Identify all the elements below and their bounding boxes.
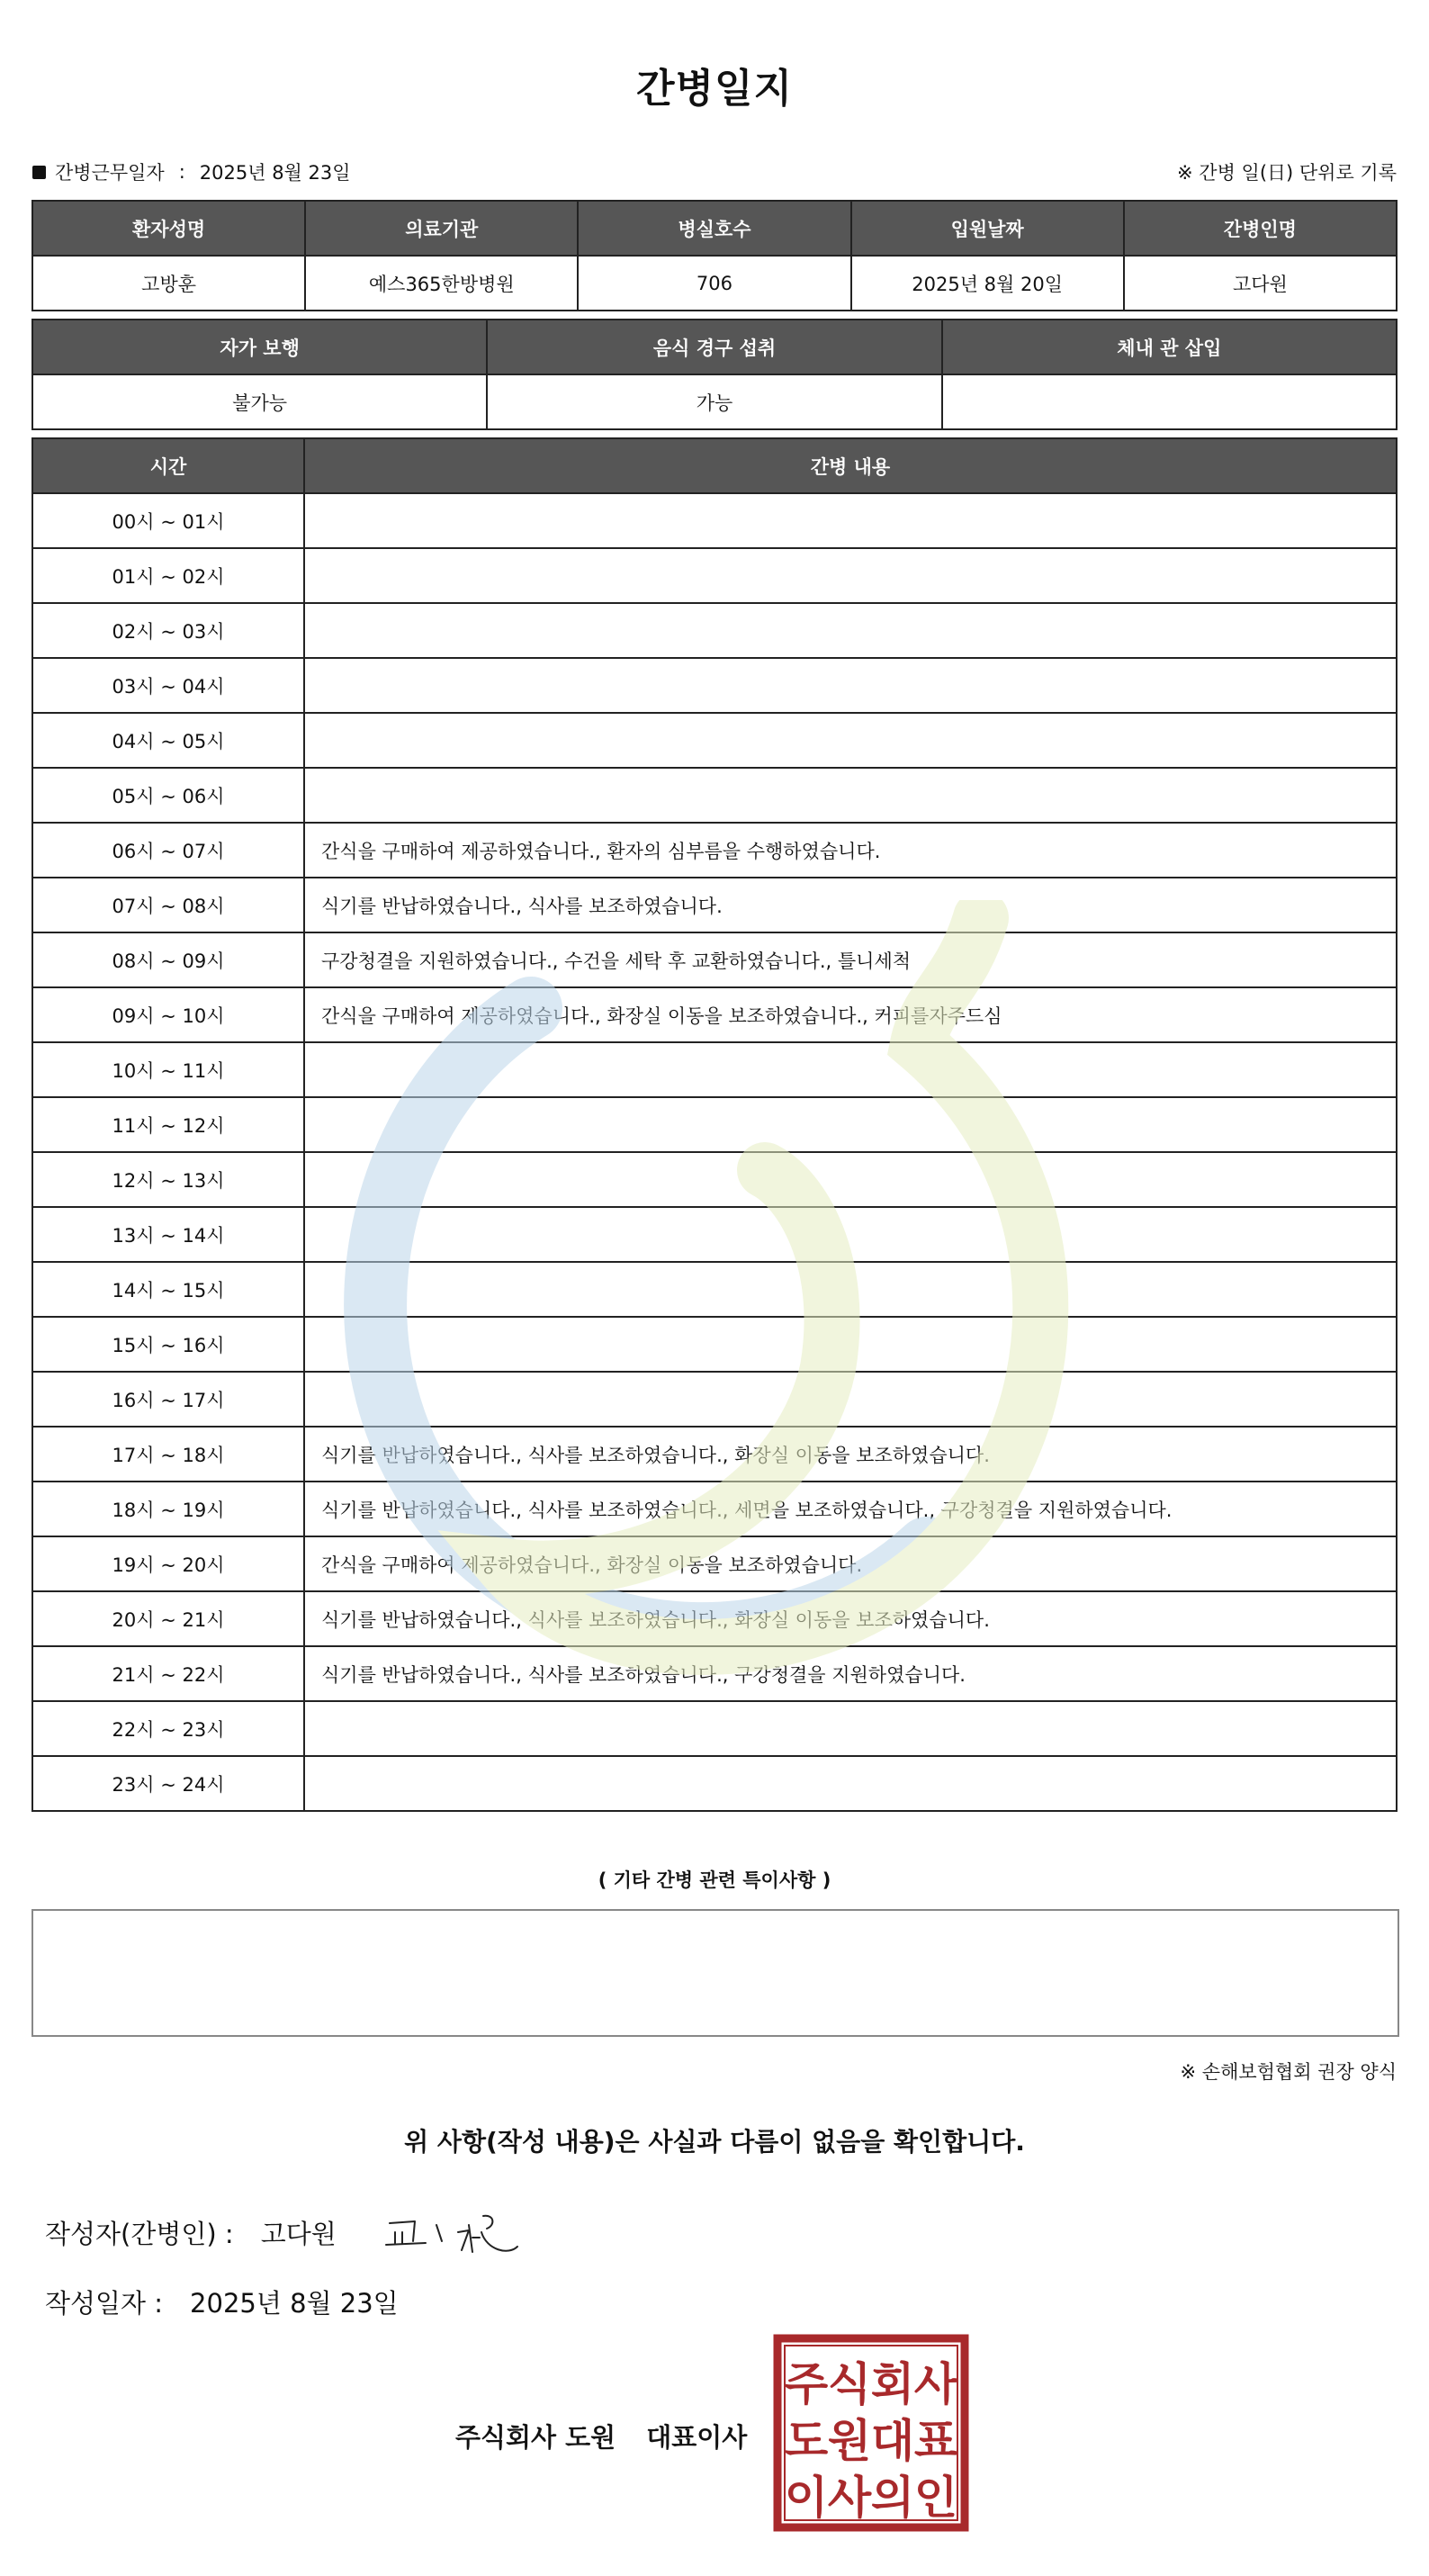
care-log-table [31, 437, 1398, 1812]
care-log-content: 식기를 반납하였습니다., 식사를 보조하였습니다., 세면을 보조하였습니다., 구강청결을 지원하였습니다. [304, 1482, 1397, 1536]
remarks-box [31, 1909, 1399, 2037]
care-log-content [304, 1152, 1397, 1207]
care-log-time: 23시 ~ 24시 [32, 1756, 304, 1811]
header-care-content: 간병 내용 [304, 438, 1397, 493]
written-date-line [45, 2283, 399, 2320]
care-log-content: 식기를 반납하였습니다., 식사를 보조하였습니다., 화장실 이동을 보조하였습니다. [304, 1427, 1397, 1482]
care-log-time: 20시 ~ 21시 [32, 1591, 304, 1646]
care-log-content: 식기를 반납하였습니다., 식사를 보조하였습니다., 구강청결을 지원하였습니다. [304, 1646, 1397, 1701]
written-date-value: 2025년 8월 23일 [190, 2288, 399, 2319]
svg-text:주: 주 [784, 2358, 829, 2410]
care-log-row [32, 603, 1397, 658]
header-caregiver-name: 간병인명 [1124, 201, 1397, 256]
care-log-time: 06시 ~ 07시 [32, 823, 304, 878]
care-log-time: 09시 ~ 10시 [32, 987, 304, 1042]
written-date-label: 작성일자 : [45, 2288, 164, 2319]
header-hospital: 의료기관 [305, 201, 578, 256]
care-log-time: 02시 ~ 03시 [32, 603, 304, 658]
care-log-time: 21시 ~ 22시 [32, 1646, 304, 1701]
oral-intake-value: 가능 [487, 374, 941, 429]
header-admission-date: 입원날짜 [851, 201, 1124, 256]
care-log-row [32, 1591, 1397, 1646]
care-log-content [304, 768, 1397, 823]
remarks-title: ( 기타 간병 관련 특이사항 ) [598, 1869, 831, 1891]
care-log-content [304, 1097, 1397, 1152]
self-walking-value: 불가능 [32, 374, 487, 429]
care-log-content: 구강청결을 지원하였습니다., 수건을 세탁 후 교환하였습니다., 틀니세척 [304, 932, 1397, 987]
care-log-row [32, 1536, 1397, 1591]
company-name: 주식회사 도원 [455, 2422, 616, 2453]
confirmation-statement: 위 사항(작성 내용)은 사실과 다름이 없음을 확인합니다. [404, 2127, 1025, 2157]
document-title: 간병일지 [635, 66, 793, 112]
room-number: 706 [578, 256, 850, 311]
care-log-time: 00시 ~ 01시 [32, 493, 304, 548]
patient-info-header-row [32, 201, 1397, 256]
care-log-row [32, 932, 1397, 987]
care-log-body [32, 493, 1397, 1811]
patient-name: 고방훈 [32, 256, 305, 311]
care-log-row [32, 987, 1397, 1042]
patient-status-header-row [32, 320, 1397, 374]
writer-line [45, 2214, 337, 2251]
patient-info-table [31, 200, 1398, 311]
square-bullet-icon [32, 166, 46, 179]
care-log-row [32, 658, 1397, 713]
care-log-time: 14시 ~ 15시 [32, 1262, 304, 1317]
care-log-row [32, 548, 1397, 603]
header-self-walking: 자가 보행 [32, 320, 487, 374]
care-log-content [304, 713, 1397, 768]
care-log-row [32, 878, 1397, 932]
svg-text:대: 대 [870, 2415, 915, 2467]
care-log-content [304, 548, 1397, 603]
care-log-row [32, 1482, 1397, 1536]
care-log-time: 10시 ~ 11시 [32, 1042, 304, 1097]
tube-insertion-value [942, 374, 1397, 429]
work-date-label: 간병근무일자 [55, 162, 165, 184]
care-log-row [32, 1701, 1397, 1756]
header-tube-insertion: 체내 관 삽입 [942, 320, 1397, 374]
admission-date: 2025년 8월 20일 [851, 256, 1124, 311]
svg-text:의: 의 [870, 2472, 915, 2524]
care-log-content [304, 1701, 1397, 1756]
care-log-content [304, 1262, 1397, 1317]
care-log-row [32, 1756, 1397, 1811]
care-log-time: 15시 ~ 16시 [32, 1317, 304, 1372]
care-log-time: 11시 ~ 12시 [32, 1097, 304, 1152]
care-log-content: 간식을 구매하여 제공하였습니다., 환자의 심부름을 수행하였습니다. [304, 823, 1397, 878]
svg-text:표: 표 [913, 2415, 958, 2467]
handwritten-signature [382, 2205, 526, 2268]
care-log-content [304, 658, 1397, 713]
patient-status-value-row [32, 374, 1397, 429]
svg-text:사: 사 [827, 2472, 872, 2524]
care-log-time: 05시 ~ 06시 [32, 768, 304, 823]
care-log-time: 16시 ~ 17시 [32, 1372, 304, 1427]
care-log-time: 19시 ~ 20시 [32, 1536, 304, 1591]
care-log-time: 18시 ~ 19시 [32, 1482, 304, 1536]
caregiver-name: 고다원 [1124, 256, 1397, 311]
care-log-time: 17시 ~ 18시 [32, 1427, 304, 1482]
care-log-content [304, 1317, 1397, 1372]
svg-text:회: 회 [870, 2358, 915, 2410]
work-date-value: 2025년 8월 23일 [199, 162, 351, 184]
care-log-row [32, 1427, 1397, 1482]
svg-text:원: 원 [827, 2415, 872, 2467]
record-unit-note: ※ 간병 일(日) 단위로 기록 [1177, 162, 1397, 184]
header-patient-name: 환자성명 [32, 201, 305, 256]
care-log-row [32, 823, 1397, 878]
care-log-content [304, 603, 1397, 658]
care-log-row [32, 493, 1397, 548]
header-oral-intake: 음식 경구 섭취 [487, 320, 941, 374]
header-room-number: 병실호수 [578, 201, 850, 256]
svg-text:인: 인 [913, 2472, 958, 2524]
care-log-row [32, 713, 1397, 768]
care-log-row [32, 1152, 1397, 1207]
svg-text:도: 도 [784, 2415, 829, 2467]
care-log-content: 간식을 구매하여 제공하였습니다., 화장실 이동을 보조하였습니다. [304, 1536, 1397, 1591]
svg-text:사: 사 [913, 2358, 958, 2410]
svg-text:식: 식 [827, 2358, 872, 2410]
care-log-row [32, 1372, 1397, 1427]
care-log-row [32, 1262, 1397, 1317]
care-log-row [32, 1097, 1397, 1152]
care-log-time: 12시 ~ 13시 [32, 1152, 304, 1207]
care-log-row [32, 1317, 1397, 1372]
writer-name: 고다원 [260, 2219, 337, 2249]
care-log-row [32, 1042, 1397, 1097]
hospital-name: 예스365한방병원 [305, 256, 578, 311]
patient-info-value-row [32, 256, 1397, 311]
care-log-row [32, 1207, 1397, 1262]
company-representative: 대표이사 [646, 2422, 748, 2453]
care-log-row [32, 768, 1397, 823]
writer-label: 작성자(간병인) : [45, 2219, 234, 2249]
form-source-note: ※ 손해보험협회 권장 양식 [1180, 2061, 1397, 2083]
care-log-time: 22시 ~ 23시 [32, 1701, 304, 1756]
care-log-time: 07시 ~ 08시 [32, 878, 304, 932]
care-log-content [304, 493, 1397, 548]
care-log-content [304, 1372, 1397, 1427]
work-date-colon: : [178, 161, 185, 183]
svg-text:이: 이 [784, 2472, 829, 2524]
patient-status-table [31, 319, 1398, 430]
care-log-content [304, 1042, 1397, 1097]
care-log-time: 03시 ~ 04시 [32, 658, 304, 713]
care-log-time: 13시 ~ 14시 [32, 1207, 304, 1262]
care-log-content: 식기를 반납하였습니다., 식사를 보조하였습니다. [304, 878, 1397, 932]
care-log-content [304, 1756, 1397, 1811]
company-seal [772, 2333, 970, 2533]
care-log-time: 08시 ~ 09시 [32, 932, 304, 987]
care-log-time: 04시 ~ 05시 [32, 713, 304, 768]
header-time: 시간 [32, 438, 304, 493]
care-log-header-row [32, 438, 1397, 493]
care-log-content [304, 1207, 1397, 1262]
care-log-time: 01시 ~ 02시 [32, 548, 304, 603]
company-signature-line [455, 2418, 747, 2454]
care-log-row [32, 1646, 1397, 1701]
care-log-content: 간식을 구매하여 제공하였습니다., 화장실 이동을 보조하였습니다., 커피를자주드심 [304, 987, 1397, 1042]
work-date-line [32, 158, 351, 185]
care-log-content: 식기를 반납하였습니다., 식사를 보조하였습니다., 화장실 이동을 보조하였습니다. [304, 1591, 1397, 1646]
